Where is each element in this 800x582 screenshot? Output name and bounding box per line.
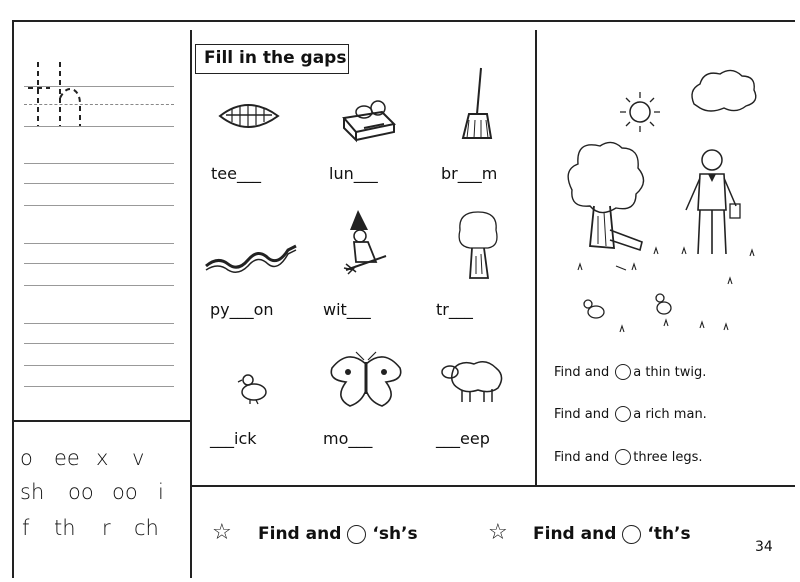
gap-word-lunch: lun___ (329, 164, 378, 183)
star-icon: ☆ (212, 520, 232, 545)
letter: oo (68, 480, 94, 504)
letter: x (96, 446, 109, 470)
gap-word-sheep: ___eep (436, 429, 490, 448)
letter: ee (54, 446, 80, 470)
gap-word-teeth: tee___ (211, 164, 261, 183)
find-item-three-legs: Find and three legs. (554, 449, 703, 465)
divider-bottom (190, 485, 795, 487)
letter: i (158, 480, 164, 504)
find-sh-task: Find and ‘sh’s (258, 524, 418, 544)
chick-picture (236, 372, 270, 406)
letter: v (132, 446, 145, 470)
moth-picture (326, 350, 406, 410)
answer-circle (347, 525, 366, 544)
letter: f (22, 516, 30, 540)
answer-circle (622, 525, 641, 544)
gap-word-witch: wit___ (323, 300, 371, 319)
page-number: 34 (755, 539, 773, 555)
letter: ch (134, 516, 159, 540)
letter: th (54, 516, 76, 540)
chick-icon (584, 294, 671, 318)
tree-picture (454, 208, 502, 280)
grass-marks (578, 248, 754, 332)
cloud-icon (692, 70, 756, 111)
letter: oo (112, 480, 138, 504)
answer-circle (615, 449, 631, 465)
gap-word-tree: tr___ (436, 300, 473, 319)
big-tree-icon (568, 142, 643, 250)
letter: sh (20, 480, 45, 504)
find-item-twig: Find and a thin twig. (554, 364, 707, 380)
divider-left (190, 30, 192, 578)
divider-left-box (12, 420, 192, 422)
letter: o (20, 446, 33, 470)
teeth-picture (218, 100, 280, 136)
broom-picture (455, 66, 495, 142)
find-item-rich-man: Find and a rich man. (554, 406, 707, 422)
sheep-picture (440, 358, 506, 404)
gap-word-python: py___on (210, 300, 274, 319)
gap-word-moth: mo___ (323, 429, 373, 448)
star-icon: ☆ (488, 520, 508, 545)
gap-word-chick: ___ick (210, 429, 257, 448)
trace-th-letters (20, 58, 80, 130)
park-scene-picture (560, 60, 780, 340)
find-th-task: Find and ‘th’s (533, 524, 691, 544)
lunch-box-picture (338, 98, 398, 142)
answer-circle (615, 406, 631, 422)
witch-picture (342, 208, 388, 278)
answer-circle (615, 364, 631, 380)
gap-word-broom: br___m (441, 164, 498, 183)
letter: r (102, 516, 111, 540)
sun-icon (620, 92, 660, 132)
divider-right (535, 30, 537, 486)
worksheet-title: Fill in the gaps (195, 44, 349, 74)
man-icon (686, 150, 740, 254)
python-picture (204, 240, 298, 274)
